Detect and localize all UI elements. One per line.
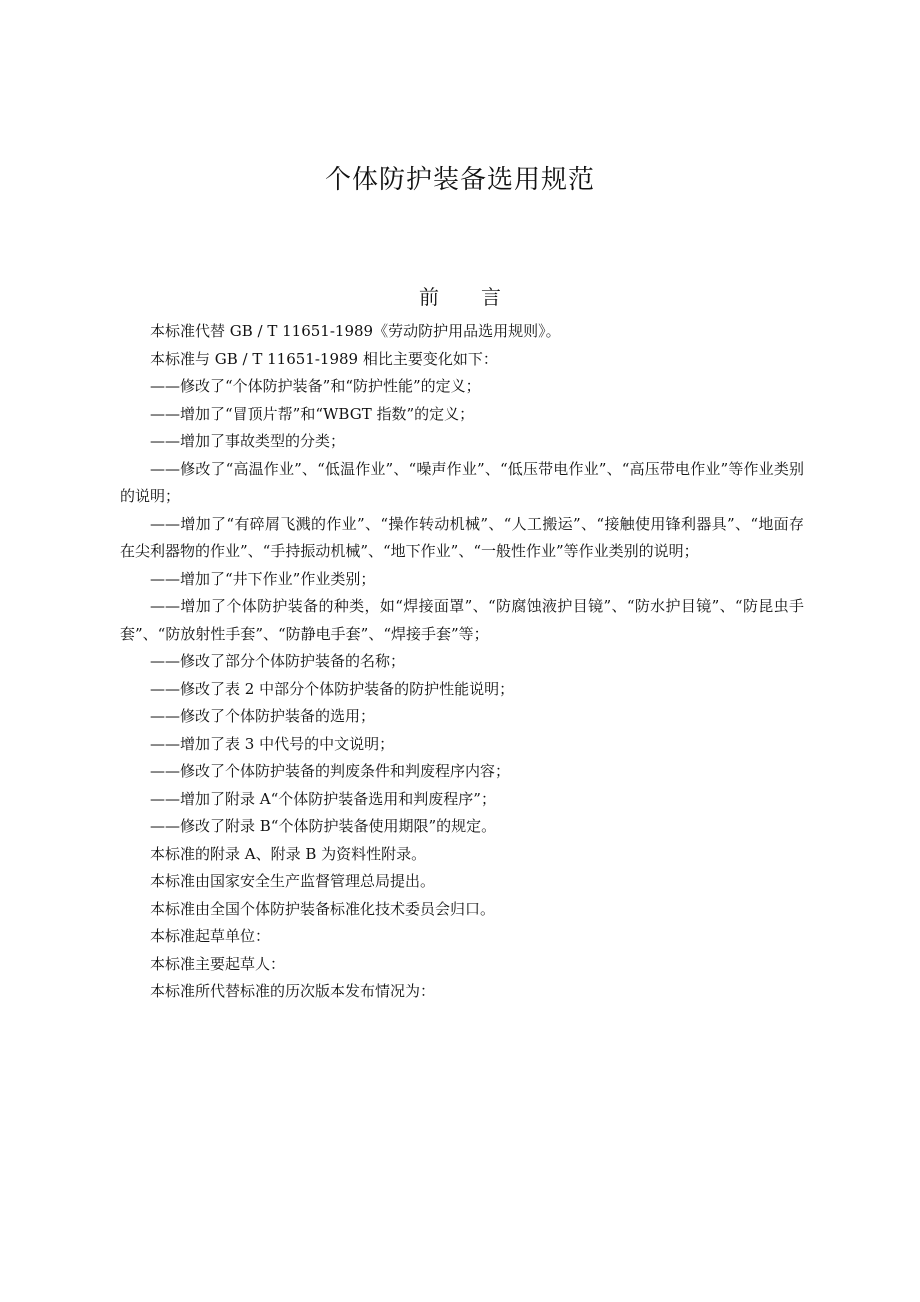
paragraph: ——修改了表 2 中部分个体防护装备的防护性能说明； [150,679,515,698]
paragraph: ——修改了“个体防护装备”和“防护性能”的定义； [150,377,481,395]
paragraph: ——增加了“井下作业”作业类别； [150,569,376,588]
paragraph: ——修改了附录 B“个体防护装备使用期限”的规定。 [150,817,497,835]
paragraph: 本标准与 GB / T 11651-1989 相比主要变化如下： [150,349,498,368]
paragraph: 本标准代替 GB / T 11651-1989《劳动防护用品选用规则》。 [150,322,561,340]
paragraph: 本标准起草单位： [150,927,271,945]
paragraph: ——修改了个体防护装备的选用； [150,707,376,725]
paragraph: ——增加了事故类型的分类； [150,432,346,450]
paragraph: 本标准由全国个体防护装备标准化技术委员会归口。 [150,899,496,918]
paragraph: ——增加了“冒顶片帮”和“WBGT 指数”的定义； [150,404,475,423]
paragraph: 本标准所代替标准的历次版本发布情况为： [150,982,436,1000]
section-heading-foreword: 前言 [419,285,543,309]
paragraph: ——修改了部分个体防护装备的名称； [150,652,406,670]
paragraph: 本标准的附录 A、附录 B 为资料性附录。 [150,844,427,863]
paragraph: ——增加了“有碎屑飞溅的作业”、“操作转动机械”、“人工搬运”、“接触使用锋利器具”、“地面存在尖利器物的作业”、“手持振动机械”、“地下作业”、“一般性作业”等作业类别的说明； [120,514,804,560]
paragraph: 本标准由国家安全生产监督管理总局提出。 [150,872,436,890]
document-title: 个体防护装备选用规范 [324,165,595,195]
paragraph: 本标准主要起草人： [150,954,286,973]
foreword-body [120,318,804,1006]
paragraph: ——修改了个体防护装备的判废条件和判废程序内容； [150,762,511,780]
paragraph: ——增加了表 3 中代号的中文说明； [150,734,395,753]
paragraph: ——增加了个体防护装备的种类，如“焊接面罩”、“防腐蚀液护目镜”、“防水护目镜”、“防昆虫手套”、“防放射性手套”、“防静电手套”、“焊接手套”等； [120,597,804,643]
paragraph: ——修改了“高温作业”、“低温作业”、“噪声作业”、“低压带电作业”、“高压带电作业”等作业类别的说明； [120,459,804,505]
paragraph: ——增加了附录 A“个体防护装备选用和判废程序”； [150,789,496,808]
